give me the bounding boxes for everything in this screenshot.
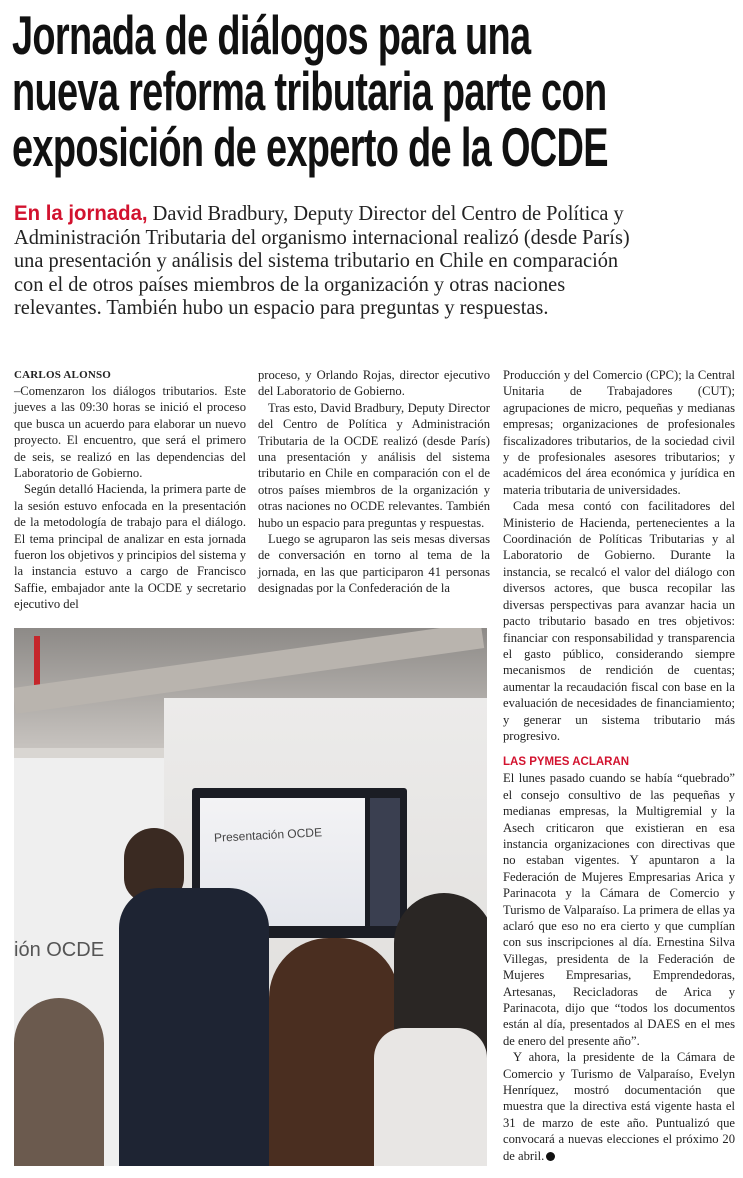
headline-line: nueva reforma tributaria parte con (12, 60, 607, 122)
headline-line: Jornada de diálogos para una (12, 4, 531, 66)
paragraph: –Comenzaron los diálogos tributarios. Este jueves a las 09:30 horas se inició el proceso que busca un acuerdo para elaborar un nuevo proyecto. El encuentro, que será el primero de seis, se realizó en las dependencias del Laboratorio de Gobierno. (14, 384, 246, 481)
article-column-3 (503, 367, 735, 1164)
lede-line: una presentación y análisis del sistema tributario en Chile en comparación (14, 248, 619, 272)
photo-wall-text: ión OCDE (14, 939, 105, 961)
subheading: LAS PYMES ACLARAN (503, 756, 630, 769)
lede-line: David Bradbury, Deputy Director del Centro de Política y (147, 201, 624, 225)
paragraph (503, 1049, 735, 1164)
lede-line: Administración Tributaria del organismo internacional realizó (desde París) (14, 224, 630, 249)
article-column-1 (14, 367, 246, 613)
headline-line: exposición de experto de la OCDE (12, 116, 608, 178)
paragraph: Tras esto, David Bradbury, Deputy Director del Centro de Política y Administración Tributaria de la OCDE realizó (desde París) una presentación y análisis del sistema tributario en Chile en comparación con el de otros países miembros de la organización y otras naciones no OCDE relevantes. También hubo un espacio para preguntas y respuestas. (258, 400, 490, 530)
paragraph: El lunes pasado cuando se había “quebrado” el consejo consultivo de las pequeñas y medianas empresas, la Multigremial y la Asech criticaron que existieran en esa instancia organizaciones con directivas que no estaban vigentes. Y apuntaron a la Federación de Mujeres Empresarias Arica y Parinacota y la Cámara de Comercio y Turismo de Valparaíso. La primera de ellas ya aclaró que eso no era cierto y que cumplían con sus inscripciones al día. Ernestina Silva Villegas, presidenta de la Federación de Mujeres Empresarias, Emprendedoras, Artesanas, Recicladoras de Arica y Parinacota, dijo que “todos los documentos están al día, presentados al DAES en el mes de enero del presente año”. (503, 771, 735, 1048)
article-column-2 (258, 367, 490, 597)
article-photo (14, 628, 487, 1166)
lede-line: relevantes. También hubo un espacio para preguntas y respuestas. (14, 295, 549, 319)
paragraph: proceso, y Orlando Rojas, director ejecutivo del Laboratorio de Gobierno. (258, 368, 490, 399)
paragraph: Cada mesa contó con facilitadores del Ministerio de Hacienda, pertenecientes a la Coordinación de Políticas Tributarias y al Laboratorio de Gobierno. Durante la instancia, se recalcó el valor del diálogo con diversos actores, que busca recopilar las diversas perspectivas para avanzar hacia un pacto tributario basado en tres objetivos: financiar con responsabilidad y transparencia el gasto público, considerando siempre mecanismos de rendición de cuentas; aumentar la recaudación fiscal con base en la evaluación de necesidades de financiamiento; y generar un sistema tributario más progresivo. (503, 499, 735, 743)
photo-audience-member (14, 998, 104, 1166)
photo-speaker-body (119, 888, 269, 1166)
headline (12, 4, 743, 178)
lede (14, 202, 743, 320)
lede-line: con el de otros países miembros de la organización y otras naciones (14, 271, 566, 296)
photo-screen-text: Presentación OCDE (213, 825, 323, 845)
paragraph-text: Y ahora, la presidente de la Cámara de Comercio y Turismo de Valparaíso, Evelyn Henríquez, mostró documentación que muestra que la directiva está vigente hasta el 31 de marzo de este año. Puntualizó que convocará a nuevas elecciones el próximo 20 de abril. (503, 1050, 735, 1163)
paragraph: Luego se agruparon las seis mesas diversas de conversación en torno al tema de la jornada, en las que participaron 41 personas designadas por la Confederación de la (258, 532, 490, 596)
paragraph: Según detalló Hacienda, la primera parte de la sesión estuvo enfocada en la presentación de la metodología de trabajo para el diálogo. El tema principal de analizar en esta jornada fueron los objetivos y principios del sistema y la instancia estuvo a cargo de Francisco Saffie, embajador ante la OCDE y secretario ejecutivo del (14, 482, 246, 612)
paragraph: Producción y del Comercio (CPC); la Central Unitaria de Trabajadores (CUT); agrupaciones de micro, pequeñas y medianas empresas; organizaciones de profesionales fiscalizadores tributarios, de la sociedad civil y de profesionales asesores tributarios; y académicos del área económica y jurídica en materia tributaria de universidades. (503, 368, 735, 497)
photo-audience-shirt (374, 1028, 487, 1166)
byline: CARLOS ALONSO (14, 369, 112, 381)
lede-kicker: En la jornada, (14, 202, 148, 225)
end-mark-icon (546, 1152, 555, 1161)
